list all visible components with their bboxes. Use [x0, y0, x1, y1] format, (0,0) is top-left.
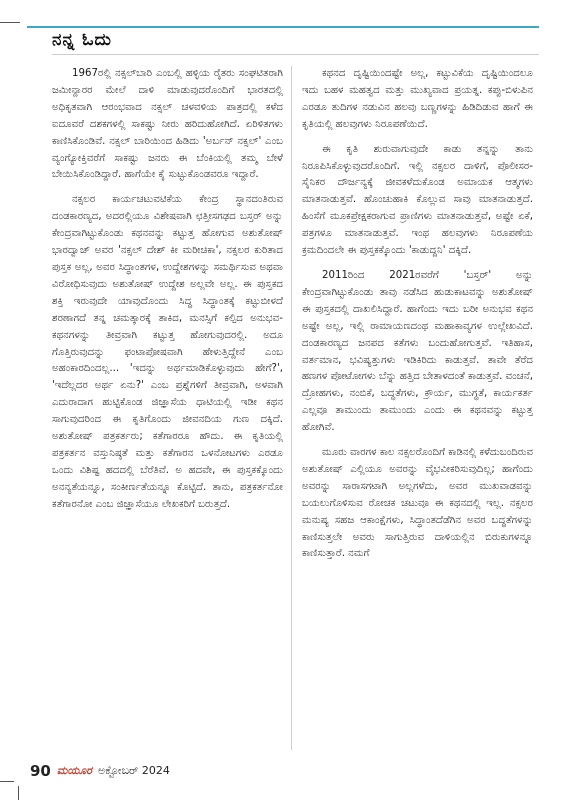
paragraph: 2011ರಿಂದ 2021ರವರೆಗೆ 'ಬಸ್ತರ್' ಅನ್ನು ಕೇಂದ್ರವಾಗಿಟ್ಟುಕೊಂಡು ತಾವು ನಡೆಸಿದ ಹುಡುಕಾಟವನ್ನು ಅಶುತೋಷ್ ಈ ಪುಸ್ತಕದಲ್ಲಿ ದಾಖಲಿಸಿದ್ದಾರೆ. ಹಾಗೆಂದು ಇದು ಬರೀ ಅನುಭವ ಕಥನ ಅಷ್ಟೇ ಅಲ್ಲ, ಇಲ್ಲಿ ರಾಮಾಯಣದಂಥ ಮಹಾಕಾವ್ಯಗಳ ಉಲ್ಲೇಖವಿದೆ. ದಂಡಕಾರಣ್ಯದ ಜನಪದ ಕತೆಗಳು ಬಂದುಹೋಗುತ್ತವೆ. ಇತಿಹಾಸ, ವರ್ತಮಾನ, ಭವಿಷ್ಯತ್ತುಗಳು ಇಡಿಕಿರಿದು ಕಾಡುತ್ತವೆ. ತಾವೇ ತೆರೆದ ಹಣಗಳ ಪೋಟೋಗಳು ಬೆನ್ನು ಹತ್ತಿದ ಬೇತಾಳದಂತೆ ಕಾಡುತ್ತವೆ. ವಂಚನೆ, ದ್ರೋಹಗಳು, ನಂಬಿಕೆ, ಬದ್ಧತೆಗಳು, ಕ್ರೌರ್ಯ, ಮುಗ್ಧತೆ, ಕಾರ್ಯಕರ್ತ ಎಲ್ಲವೂ ತಾಮುಂದು ತಾಮುಂದು ಎಂದು ಈ ಕಥನವನ್ನು ಕಟ್ಟುತ್ತ ಹೋಗಿವೆ.: [302, 269, 533, 434]
paragraph: ಈ ಕೃತಿ ಶುರುವಾಗುವುದೇ ಕಾಡು ತನ್ನನ್ನು ತಾನು ನಿರೂಪಿಸಿಕೊಳ್ಳುವುದರೊಂದಿಗೆ. ಇಲ್ಲಿ ನಕ್ಸಲರ ದಾಳಿಗೆ, ಪೊಲೀಸರ-ಸೈನಿಕರ ದೌರ್ಜನ್ಯಕ್ಕೆ ಜೀವಕಳೆದುಕೊಂಡ ಅಮಾಯಕ ಆತ್ಮಗಳು ಮಾತನಾಡುತ್ತವೆ. ಹೊಂಚುಹಾಕಿ ಕೊಲ್ಲುವ ಸಾವು ಮಾತನಾಡುತ್ತದೆ. ಹಿಂಸೆಗೆ ಮೂಕಪ್ರೇಕ್ಷಕರಾಗುವ ಪ್ರಾಣಿಗಳು ಮಾತನಾಡುತ್ತವೆ, ಅಷ್ಟೇ ಏಕೆ, ಪತ್ರಗಳೂ ಮಾತನಾಡುತ್ತವೆ. ಇಂಥ ಹಲವುಗಳು ನಿರೂಪಣೆಯ ಕ್ರಮದಿಂದಲೇ ಈ ಪುಸ್ತಕಕ್ಕೊಂದು 'ಕಾಡುದ್ದನಿ' ದಕ್ಕಿದೆ.: [302, 143, 533, 257]
right-column: [302, 66, 533, 750]
title-rule: [52, 54, 539, 55]
magazine-logo: ಮಯೂರ: [56, 764, 92, 777]
page-footer: [30, 762, 170, 780]
issue-date: ಅಕ್ಟೋಬರ್ 2024: [97, 764, 170, 777]
header-accent-bar: [27, 26, 539, 28]
crop-mark: [0, 22, 20, 23]
paragraph: ನಕ್ಸಲರ ಕಾರ್ಯಚಟುವಟಿಕೆಯ ಕೇಂದ್ರ ಸ್ಥಾನದಂತಿರುವ ದಂಡಕಾರಣ್ಯದ, ಅದರಲ್ಲಿಯೂ ವಿಶೇಷವಾಗಿ ಛತ್ತೀಸಗಢದ ಬಸ್ತರ್ ಅನ್ನು ಕೇಂದ್ರವಾಗಿಟ್ಟುಕೊಂಡು ಕಥನವನ್ನು ಕಟ್ಟುತ್ತ ಹೋಗುವ ಅಶುತೋಷ್ ಭಾರದ್ವಾಜ್ ಅವರ 'ನಕ್ಸಲ್ ದೇಶ್ ಕೀ ಮರೀಚಿಕಾ', ನಕ್ಸಲರ ಕುರಿತಾದ ಪುಸ್ತಕ ಅಲ್ಲ, ಅವರ ಸಿದ್ಧಾಂತಗಳ, ಉದ್ದೇಶಗಳನ್ನು ಸಮರ್ಥಿಸುವ ಅಥವಾ ವಿರೋಧಿಸುವುದು ಅಶುತೋಷ್ ಉದ್ದೇಶ ಅಲ್ಲವೇ ಅಲ್ಲ. ಈ ಪುಸ್ತಕದ ಶಕ್ತಿ ಇರುವುದೇ ಯಾವುದೊಂದು ಸಿದ್ಧ ಸಿದ್ಧಾಂತಕ್ಕೆ ಕಟ್ಟುಬೀಳದೆ ಶರಣಾಗದೆ ತನ್ನ ಚಮತ್ಕಾರಕ್ಕೆ ತಾಕಿದ, ಮನಸ್ಸಿಗೆ ಕಲ್ಪಿದ ಅನುಭವ-ಕಥನಗಳನ್ನು ತೀವ್ರವಾಗಿ ಕಟ್ಟುತ್ತ ಹೋಗುವುದರಲ್ಲಿ. ಅದೂ ಗೊತ್ತಿರುವುದನ್ನು ಫಂಟಾಪೋಷವಾಗಿ ಹೇಳುತ್ತಿದ್ದೇನೆ ಎಂಬ ಅಹಂಕಾರದಿಂದಲ್ಲ... 'ಇದನ್ನು ಅರ್ಥಮಾಡಿಕೊಳ್ಳುವುದು ಹೇಗೆ?', 'ಇದೆಲ್ಲದರ ಅರ್ಥ ಏನು?' ಎಂಬ ಪ್ರಶ್ನೆಗಳಿಗೆ ತೀವ್ರವಾಗಿ, ಅಳವಾಗಿ ಎದುರಾದಾಗ ಹುಟ್ಟಿಕೊಂಡ ಜಿಜ್ಞಾಸೆಯ ಧಾಟಿಯಲ್ಲಿ ಇಡೀ ಕಥನ ಸಾಗುವುದರಿಂದ ಈ ಕೃತಿಗೊಂದು ಜೀವನದಿಯ ಗುಣ ದಕ್ಕಿದೆ. ಅಶುತೋಷ್ ಪತ್ರಕರ್ತರು; ಕತೆಗಾರರೂ ಹೌದು. ಈ ಕೃತಿಯಲ್ಲಿ ಪತ್ರಕರ್ತನ ವಸ್ತುನಿಷ್ಠತೆ ಮತ್ತು ಕತೆಗಾರನ ಒಳನೋಟಗಳು ಎರಡೂ ಒಂದು ವಿಶಿಷ್ಟ ಹದದಲ್ಲಿ ಬೆರೆತಿವೆ. ಅ ಹದವೇ, ಈ ಪುಸ್ತಕಕ್ಕೊಂದು ಅನನ್ಯತೆಯನ್ನೂ, ಸಂಕೀರ್ಣತೆಯನ್ನೂ ಕೊಟ್ಟಿದೆ. ತಾನು, ಪತ್ರಕರ್ತನೋ ಕತೆಗಾರನೋ ಎಂಬ ಜಿಜ್ಞಾಸೆಯೂ ಲೇಖಕರಿಗೆ ಬರುತ್ತದೆ.: [52, 194, 283, 510]
column-divider: [291, 66, 292, 750]
section-title: ನನ್ನ ಓದು: [52, 30, 112, 50]
page-number: 90: [30, 762, 51, 780]
paragraph: 1967ರಲ್ಲಿ ನಕ್ಸಲ್‌ಬಾರಿ ಎಂಬಲ್ಲಿ ಹಳ್ಳಿಯ ರೈತರು ಸಂಘಟಿತರಾಗಿ ಜಮೀನ್ದಾರರ ಮೇಲೆ ದಾಳಿ ಮಾಡುವುದರೊಂದಿಗೆ ಭಾರತದಲ್ಲಿ ಅಧಿಕೃತವಾಗಿ ಆರಂಭವಾದ ನಕ್ಸಲ್ ಚಳವಳಿಯ ಪಾತ್ರದಲ್ಲಿ ಕಳೆದ ಐದೂವರೆ ದಶಕಗಳಲ್ಲಿ ಸಾಕಷ್ಟು ನೀರು ಹರಿದುಹೋಗಿದೆ. ಏರಿಳಿತಗಳು ಕಾಣಿಸಿಕೊಂಡಿವೆ. ನಕ್ಸಲ್ ಬಾರಿಯಿಂದ ಹಿಡಿದು 'ಅರ್ಬನ್ ನಕ್ಸಲ್' ಎಂಬ ವ್ಯಂಗ್ಯೋಕ್ತಿವರೆಗೆ ಸಾಕಷ್ಟು ಜನರು ಈ ಬೆಂಕಿಯಲ್ಲಿ ತಮ್ಮ ಬೇಳೆ ಬೇಯಿಸಿಕೊಂಡಿದ್ದಾರೆ. ಹಾಗೆಯೇ ಕೈ ಸುಟ್ಟುಕೊಂಡವರೂ ಇದ್ದಾರೆ.: [52, 68, 283, 181]
crop-mark: [18, 786, 19, 800]
left-column: [52, 66, 283, 750]
crop-mark: [0, 781, 14, 782]
paragraph: ಕಥನದ ದೃಷ್ಟಿಯಿಂದಷ್ಟೇ ಅಲ್ಲ, ಕಟ್ಟುವಿಕೆಯ ದೃಷ್ಟಿಯಿಂದಲೂ ಇದು ಬಹಳ ಮಹತ್ವದ ಮತ್ತು ಮುಖ್ಯವಾದ ಪ್ರಯತ್ನ. ಕಪ್ಪು-ಬಿಳುಪಿನ ಎರಡೂ ತುದಿಗಳ ನಡುವಿನ ಹಲವು ಬಣ್ಣಗಳನ್ನು ಹಿಡಿದಿಡುವ ಹಾಗೆ ಈ ಕೃತಿಯಲ್ಲಿ ಹಲವುಗಳು ನಿರೂಪಣೆಯಿದೆ.: [302, 68, 533, 130]
paragraph: ಮೂರು ವಾರಗಳ ಕಾಲ ನಕ್ಸಲರೊಂದಿಗೆ ಕಾಡಿನಲ್ಲಿ ಕಳೆದುಬಂದಿರುವ ಅಶುತೋಷ್ ಎಲ್ಲಿಯೂ ಅವರನ್ನು ವೈಭವೀಕರಿಸುವುದಿಲ್ಲ; ಹಾಗೆಂದು ಅವರನ್ನು ಸಾರಾಸಗಟಾಗಿ ಅಲ್ಲಗಳೆದು, ಅವರ ಮುಖವಾಡವನ್ನು ಬಯಲುಗೊಳಿಸುವ ರೋಚಕ ಚಟುವೂ ಈ ಕಥನದಲ್ಲಿ ಇಲ್ಲ. ನಕ್ಸಲರ ಮನುಷ್ಯ ಸಹಜ ಆಕಾಂಕ್ಷೆಗಳು, ಸಿದ್ಧಾಂತದೆಡೆಗಿನ ಅವರ ಬದ್ಧತೆಗಳನ್ನು ಕಾಣಿಸುತ್ತಲೇ ಅವರು ಸಾಗುತ್ತಿರುವ ದಾಳಿಯಲ್ಲಿನ ಬಿರುಕುಗಳನ್ನೂ ಕಾಣಿಸುತ್ತಾರೆ. ನಮಗೆ: [302, 447, 533, 560]
